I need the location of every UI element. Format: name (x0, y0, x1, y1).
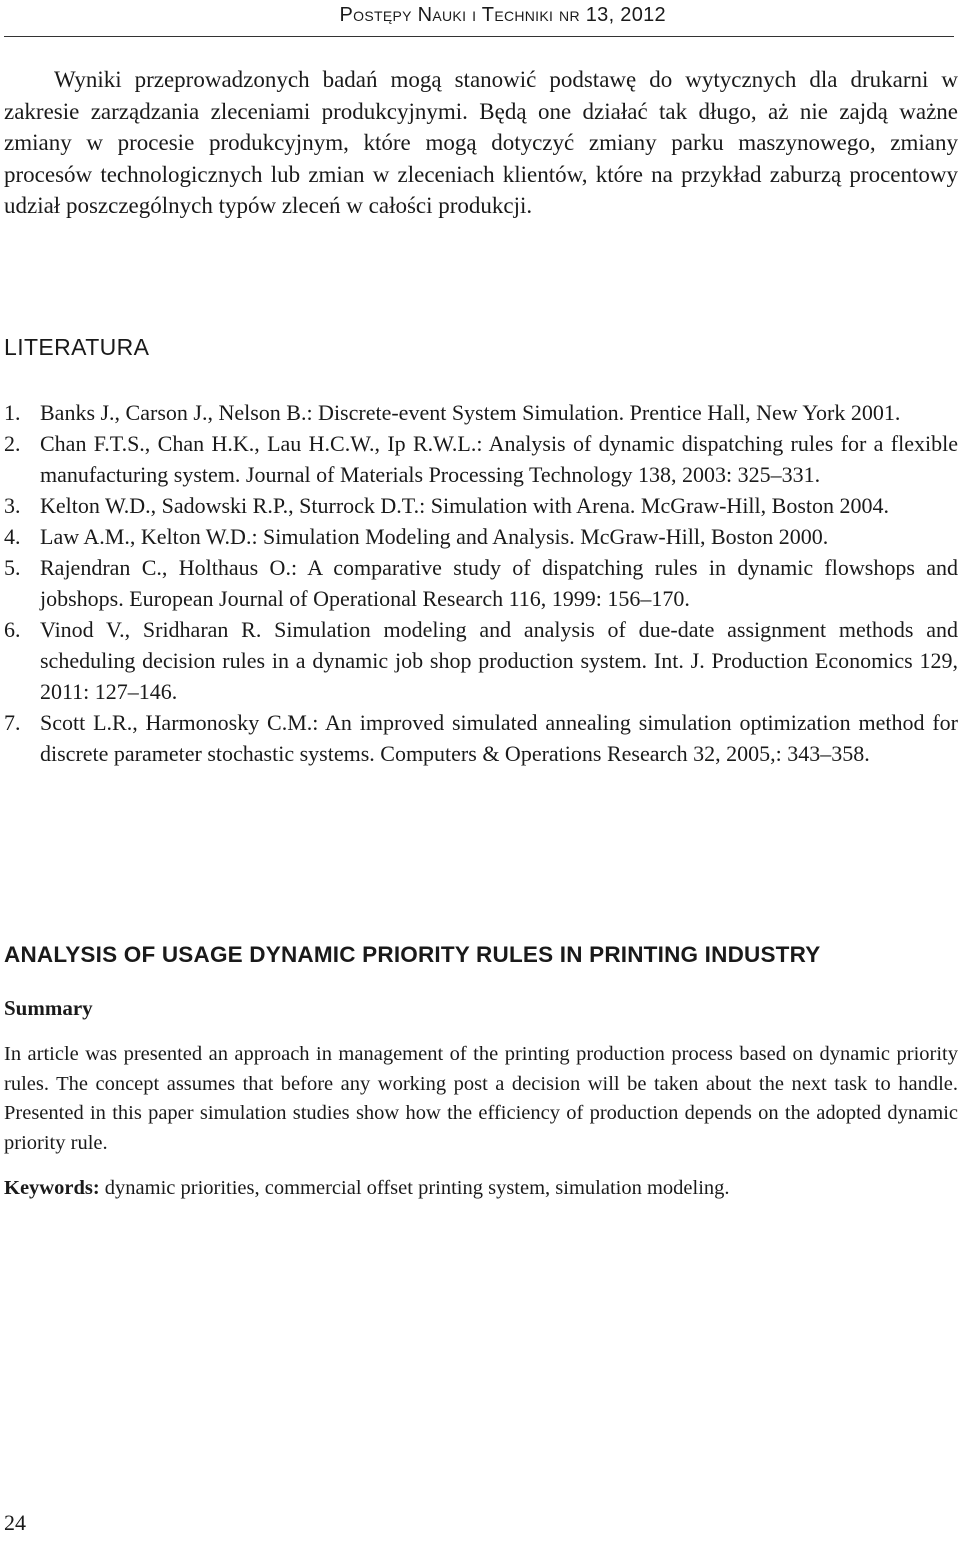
reference-item (4, 552, 958, 614)
reference-number: 7. (4, 710, 21, 735)
reference-item (4, 428, 958, 490)
reference-item (4, 614, 958, 707)
reference-text: Banks J., Carson J., Nelson B.: Discrete-event System Simulation. Prentice Hall, New York 2001. (40, 400, 901, 425)
reference-number: 3. (4, 493, 21, 518)
english-article-title: ANALYSIS OF USAGE DYNAMIC PRIORITY RULES IN PRINTING INDUSTRY (4, 942, 821, 967)
keywords-text: dynamic priorities, commercial offset printing system, simulation modeling. (99, 1177, 730, 1199)
intro-paragraph: Wyniki przeprowadzonych badań mogą stanowić podstawę do wytycznych dla drukarni w zakresie zarządzania zleceniami produkcyjnymi. Będą one działać tak długo, aż nie zajdą ważne zmiany w procesie produkcyjnym, które mogą dotyczyć zmiany parku maszynowego, zmiany procesów technologicznych lub zmian w zleceniach klientów, które na przykład zaburzą procentowy udział poszczególnych typów zleceń w całości produkcji. (4, 67, 958, 218)
reference-text: Vinod V., Sridharan R. Simulation modeling and analysis of due-date assignment methods and scheduling decision rules in a dynamic job shop production system. Int. J. Production Economics 129, 2011: 127–146. (40, 617, 958, 704)
running-header (4, 0, 954, 37)
reference-list (4, 397, 958, 769)
keywords-line (4, 1174, 958, 1204)
reference-number: 6. (4, 617, 21, 642)
reference-number: 4. (4, 524, 21, 549)
reference-item (4, 707, 958, 769)
reference-item (4, 521, 958, 552)
reference-number: 1. (4, 400, 21, 425)
reference-text: Law A.M., Kelton W.D.: Simulation Modeling and Analysis. McGraw-Hill, Boston 2000. (40, 524, 829, 549)
reference-item (4, 397, 958, 428)
reference-item (4, 490, 958, 521)
reference-number: 5. (4, 555, 21, 580)
summary-paragraph: In article was presented an approach in management of the printing production process based on dynamic priority rules. The concept assumes that before any working post a decision will be taken about the next task to handle. Presented in this paper simulation studies show how the efficiency of production depends on the adopted dynamic priority rule. (4, 1043, 958, 1154)
reference-text: Kelton W.D., Sadowski R.P., Sturrock D.T.: Simulation with Arena. McGraw-Hill, Boston 2004. (40, 493, 890, 518)
reference-text: Scott L.R., Harmonosky C.M.: An improved simulated annealing simulation optimization method for discrete parameter stochastic systems. Computers & Operations Research 32, 2005,: 343–358. (40, 710, 958, 766)
reference-text: Rajendran C., Holthaus O.: A comparative study of dispatching rules in dynamic flowshops and jobshops. European Journal of Operational Research 116, 1999: 156–170. (40, 555, 958, 611)
keywords-label: Keywords: (4, 1177, 100, 1199)
summary-heading: Summary (4, 996, 93, 1020)
reference-text: Chan F.T.S., Chan H.K., Lau H.C.W., Ip R.W.L.: Analysis of dynamic dispatching rules for a flexible manufacturing system. Journal of Materials Processing Technology 138, 2003: 325–331. (40, 431, 958, 487)
page-number: 24 (4, 1510, 26, 1535)
literature-heading: LITERATURA (4, 334, 150, 360)
journal-running-title: Postępy Nauki i Techniki nr 13, 2012 (339, 4, 666, 26)
reference-number: 2. (4, 431, 21, 456)
